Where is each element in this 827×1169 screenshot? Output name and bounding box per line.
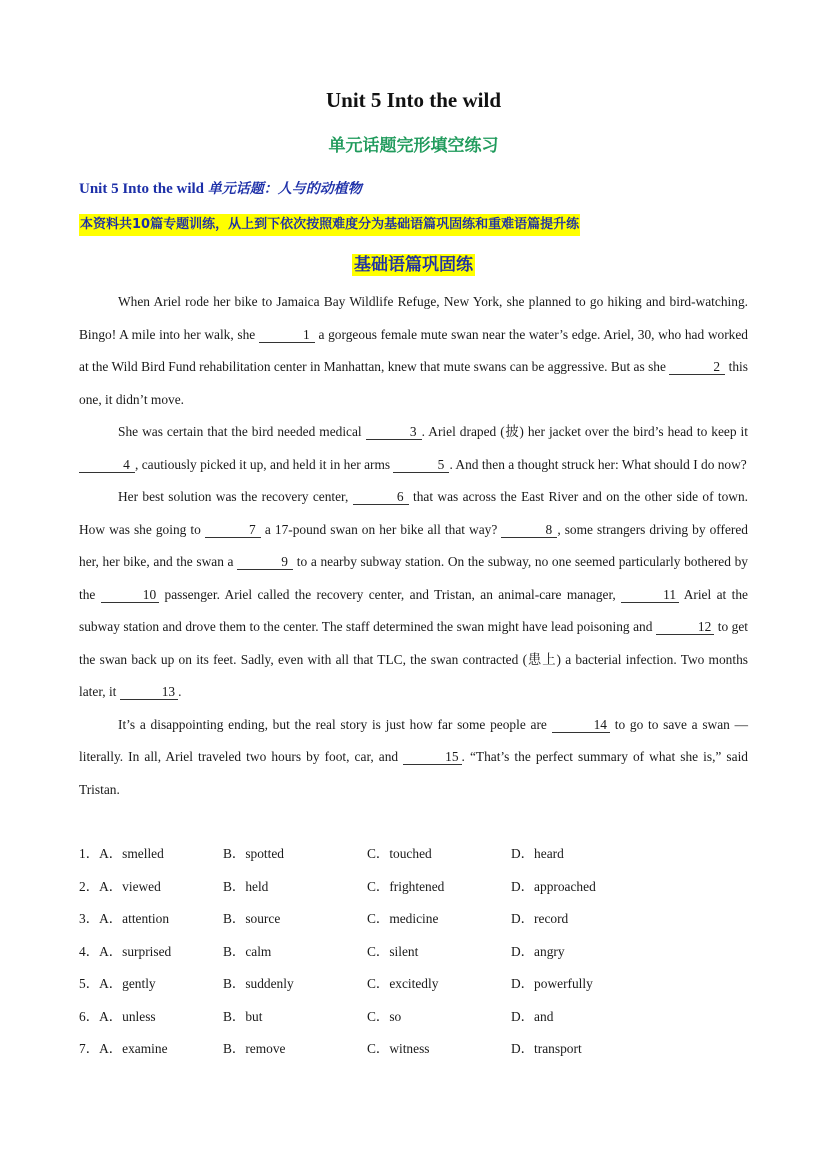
option-d[interactable]: D．and — [511, 1008, 554, 1024]
option-a[interactable]: 5．A．gently — [79, 976, 156, 991]
page-subtitle: 单元话题完形填空练习 — [328, 136, 499, 156]
section-heading — [0, 250, 827, 275]
option-row — [79, 938, 748, 971]
section-heading-text: 基础语篇巩固练 — [354, 255, 473, 275]
option-a[interactable]: 6．A．unless — [79, 1008, 156, 1024]
option-d[interactable]: D．transport — [511, 1041, 582, 1056]
blank-1[interactable]: 1 — [259, 327, 315, 343]
option-d[interactable]: D．heard — [511, 846, 564, 861]
blank-2[interactable]: 2 — [669, 359, 725, 375]
answer-options — [79, 840, 748, 1068]
option-b[interactable]: B．suddenly — [223, 976, 294, 991]
option-a[interactable]: 7．A．examine — [79, 1041, 168, 1056]
option-row — [79, 1035, 748, 1068]
blank-11[interactable]: 11 — [621, 587, 679, 603]
paragraph-4: It’s a disappointing ending, but the real story is just how far some people are 14 to go to save a swan — literally. In all, Ariel traveled two hours by foot, car, and 15 . “That’s the perfect summary of what she is,” said Tristan. — [79, 716, 748, 797]
topic-line — [79, 178, 362, 198]
blank-5[interactable]: 5 — [393, 457, 449, 473]
blank-15[interactable]: 15 — [403, 749, 461, 765]
option-a[interactable]: 3．A．attention — [79, 911, 170, 926]
option-c[interactable]: C．witness — [367, 1041, 430, 1056]
option-c[interactable]: C．touched — [367, 846, 432, 861]
option-d[interactable]: D．approached — [511, 878, 596, 894]
page-title: Unit 5 Into the wild — [325, 88, 502, 112]
option-b[interactable]: B．but — [223, 1008, 263, 1024]
option-c[interactable]: C．frightened — [367, 878, 445, 894]
option-b[interactable]: B．calm — [223, 943, 272, 959]
blank-12[interactable]: 12 — [656, 619, 714, 635]
option-c[interactable]: C．so — [367, 1008, 402, 1024]
cloze-passage — [79, 286, 748, 806]
highlighted-note: 本资料共10篇专题训练，从上到下依次按照难度分为基础语篇巩固练和重难语篇提升练 — [79, 214, 580, 236]
paragraph-2: She was certain that the bird needed medical 3 . Ariel draped (披) her jacket over the bird’s head to keep it 4 , cautiously picked it up, and held it in her arms 5 . And then a thought struck her: What should I do now? — [79, 416, 748, 481]
paragraph-3: Her best solution was the recovery center, 6 that was across the East River and on the other side of town. How was she going to 7 a 17-pound swan on her bike all that way? 8 , some strangers driving by offered her, her bike, and the swan a 9 to a nearby subway station. On the subway, no one seemed particularly bothered by the 10 passenger. Ariel called the recovery center, and Tristan, an animal-care manager, 11 Ariel at the subway station and drove them to the center. The staff determined the swan might have lead poisoning and 12 to get the swan back up on its feet. Sadly, even with all that TLC, the swan contracted (患上) a bacterial infection. Two months later, it 13 . — [79, 489, 748, 699]
option-d[interactable]: D．powerfully — [511, 976, 593, 991]
blank-14[interactable]: 14 — [552, 717, 610, 733]
option-a[interactable]: 2．A．viewed — [79, 878, 161, 894]
option-row — [79, 970, 748, 1003]
option-b[interactable]: B．spotted — [223, 846, 285, 861]
option-row — [79, 905, 748, 938]
option-d[interactable]: D．angry — [511, 943, 565, 959]
option-a[interactable]: 4．A．surprised — [79, 943, 172, 959]
option-c[interactable]: C．excitedly — [367, 976, 439, 991]
option-c[interactable]: C．silent — [367, 943, 419, 959]
option-row — [79, 1003, 748, 1036]
option-b[interactable]: B．held — [223, 878, 269, 894]
option-c[interactable]: C．medicine — [367, 911, 439, 926]
blank-6[interactable]: 6 — [353, 489, 409, 505]
blank-13[interactable]: 13 — [120, 684, 178, 700]
topic-cn: 单元话题：人与的动植物 — [207, 181, 362, 197]
blank-7[interactable]: 7 — [205, 522, 261, 538]
paragraph-1: When Ariel rode her bike to Jamaica Bay Wildlife Refuge, New York, she planned to go hiking and bird-watching. Bingo! A mile into her walk, she 1 a gorgeous female mute swan near the water’s edge. Ariel, 30, who had worked at the Wild Bird Fund rehabilitation center in Manhattan, knew that mute swans can be aggressive. But as she 2 this one, it didn’t move. — [79, 294, 748, 407]
option-a[interactable]: 1．A．smelled — [79, 846, 164, 861]
blank-10[interactable]: 10 — [101, 587, 159, 603]
option-row — [79, 873, 748, 906]
blank-4[interactable]: 4 — [79, 457, 135, 473]
option-b[interactable]: B．source — [223, 911, 281, 926]
blank-8[interactable]: 8 — [501, 522, 557, 538]
option-row — [79, 840, 748, 873]
option-b[interactable]: B．remove — [223, 1041, 286, 1056]
blank-3[interactable]: 3 — [366, 424, 422, 440]
option-d[interactable]: D．record — [511, 911, 569, 926]
blank-9[interactable]: 9 — [237, 554, 293, 570]
topic-en: Unit 5 Into the wild — [79, 181, 208, 197]
